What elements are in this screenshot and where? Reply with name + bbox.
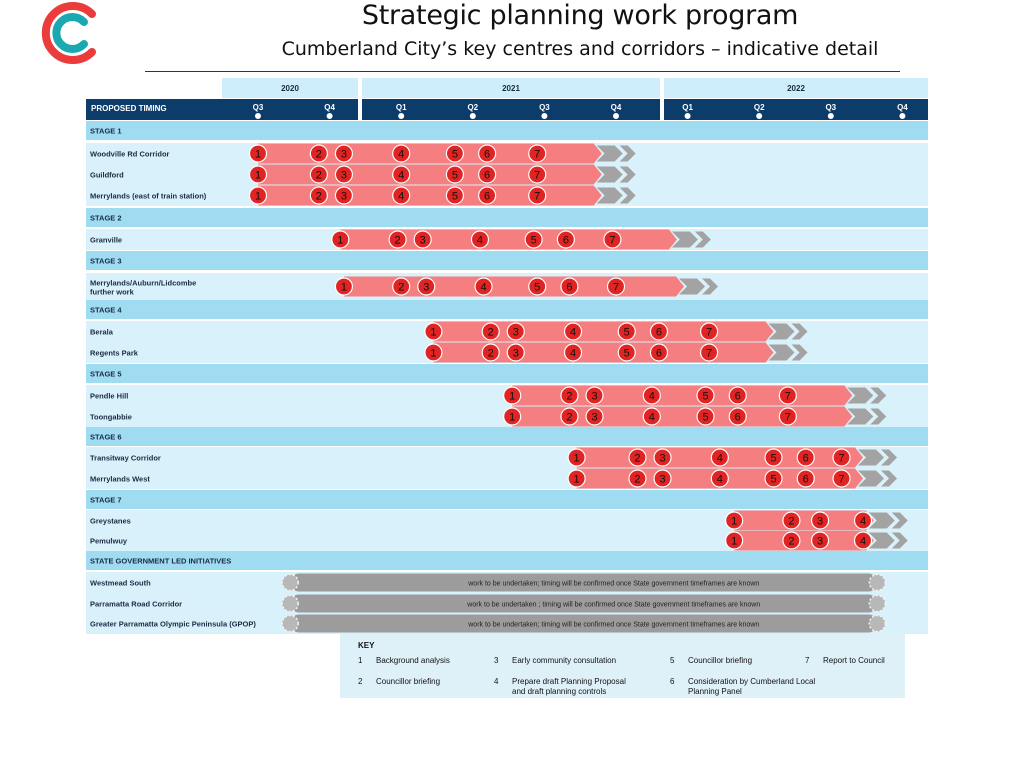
milestone-number: 3	[816, 535, 824, 548]
milestone-number: 3	[659, 452, 666, 465]
stage-label: STAGE 5	[90, 369, 122, 379]
task-bar	[734, 511, 874, 531]
milestone-number: 6	[484, 190, 491, 203]
milestone-number: 4	[859, 515, 867, 528]
milestone-number: 6	[802, 473, 809, 486]
quarter-label: Q1	[682, 103, 693, 112]
key-item-3: 3 Early community consultation	[494, 656, 617, 665]
quarter-dot	[685, 113, 691, 119]
milestone-number: 6	[655, 326, 663, 339]
milestone-number: 2	[315, 148, 322, 161]
task-label: Guildford	[90, 170, 124, 180]
milestone-number: 4	[716, 473, 723, 486]
year-label: 2021	[502, 84, 520, 93]
milestone-number: 5	[702, 411, 709, 424]
milestone-number: 1	[731, 535, 738, 548]
key-panel	[340, 634, 905, 698]
quarter-dot	[470, 113, 476, 119]
state-end-marker	[869, 575, 885, 591]
milestone-number: 3	[512, 347, 519, 360]
state-start-marker	[282, 575, 298, 591]
milestone-number: 7	[534, 169, 541, 182]
milestone-number: 7	[534, 190, 541, 203]
milestone-number: 5	[623, 326, 630, 339]
milestone-number: 6	[484, 169, 491, 182]
year-divider	[358, 99, 362, 120]
quarter-label: Q1	[395, 103, 407, 112]
milestone-number: 1	[254, 148, 262, 161]
milestone-number: 7	[706, 347, 713, 360]
milestone-number: 1	[731, 515, 738, 528]
stage-row	[86, 364, 928, 383]
stage-label: STAGE 1	[90, 126, 122, 136]
quarter-label: Q2	[467, 103, 479, 112]
milestone-number: 4	[716, 452, 723, 465]
quarter-label: Q4	[610, 103, 622, 112]
milestone-number: 6	[566, 281, 573, 294]
task-bar	[258, 186, 602, 206]
milestone-number: 6	[484, 148, 491, 161]
state-note: work to be undertaken; timing will be confirmed once State government timeframes are known	[468, 621, 760, 629]
milestone-number: 1	[430, 347, 437, 360]
milestone-number: 2	[315, 190, 322, 203]
key-item-6: 6 Consideration by Cumberland Local Planning Panel	[670, 677, 816, 696]
milestone-number: 1	[254, 169, 262, 182]
state-note: work to be undertaken; timing will be confirmed once State government timeframes are known	[468, 580, 760, 588]
task-label: Greystanes	[90, 516, 131, 526]
stage-label: STAGE 4	[90, 305, 122, 315]
task-label: Regents Park	[90, 348, 138, 358]
milestone-number: 7	[534, 148, 541, 161]
stage-label: STATE GOVERNMENT LED INITIATIVES	[90, 556, 232, 566]
milestone-number: 4	[859, 535, 867, 548]
milestone-number: 7	[784, 390, 791, 403]
key-item-7: 7 Report to Council	[805, 656, 885, 665]
stage-label: STAGE 3	[90, 256, 122, 266]
milestone-number: 4	[476, 234, 484, 247]
quarter-dot	[398, 113, 404, 119]
milestone-number: 4	[648, 411, 655, 424]
milestone-number: 4	[480, 281, 487, 294]
milestone-number: 1	[340, 281, 347, 294]
milestone-number: 1	[509, 411, 516, 424]
milestone-number: 2	[487, 326, 494, 339]
milestone-number: 2	[634, 452, 641, 465]
milestone-number: 4	[648, 390, 655, 403]
milestone-number: 3	[816, 515, 824, 528]
milestone-number: 7	[784, 411, 791, 424]
task-label: Transitway Corridor	[90, 453, 161, 463]
state-end-marker	[869, 596, 885, 612]
milestone-number: 3	[340, 169, 347, 182]
milestone-number: 4	[398, 190, 405, 203]
milestone-number: 2	[634, 473, 641, 486]
milestone-number: 3	[659, 473, 666, 486]
milestone-number: 5	[530, 234, 537, 247]
quarter-label: Q4	[324, 103, 335, 112]
task-label: Westmead South	[90, 578, 151, 588]
milestone-number: 2	[398, 281, 405, 294]
milestone-number: 5	[534, 281, 541, 294]
milestone-number: 6	[734, 411, 741, 424]
milestone-number: 3	[512, 326, 519, 339]
milestone-number: 4	[398, 169, 405, 182]
page-title: Strategic planning work program	[361, 0, 799, 31]
quarter-label: Q4	[897, 103, 908, 112]
milestone-number: 3	[591, 390, 598, 403]
milestone-number: 2	[566, 390, 573, 403]
milestone-number: 1	[254, 190, 262, 203]
quarter-dot	[899, 113, 905, 119]
quarter-dot	[756, 113, 762, 119]
quarter-dot	[327, 113, 333, 119]
quarter-dot	[828, 113, 834, 119]
stage-row	[86, 251, 928, 270]
milestone-number: 3	[340, 190, 347, 203]
milestone-number: 5	[451, 190, 458, 203]
milestone-number: 7	[609, 234, 616, 247]
stage-row	[86, 300, 928, 319]
page-subtitle: Cumberland City’s key centres and corridors – indicative detail	[281, 38, 879, 60]
milestone-number: 4	[569, 347, 577, 360]
milestone-number: 2	[394, 234, 401, 247]
state-note: work to be undertaken ; timing will be confirmed once State government timeframes are known	[467, 601, 761, 609]
milestone-number: 7	[706, 326, 713, 339]
state-start-marker	[282, 616, 298, 632]
quarter-label: Q2	[753, 103, 765, 112]
milestone-number: 7	[838, 452, 845, 465]
milestone-number: 7	[612, 281, 620, 294]
quarter-label: Q3	[825, 103, 837, 112]
task-label: Toongabbie	[90, 412, 132, 422]
stage-label: STAGE 7	[90, 495, 122, 505]
quarter-dot	[255, 113, 261, 119]
stage-row	[86, 208, 928, 227]
milestone-number: 6	[562, 234, 569, 247]
quarter-dot	[541, 113, 547, 119]
key-item-2: 2 Councillor briefing	[358, 677, 441, 686]
milestone-number: 6	[655, 347, 663, 360]
year-divider	[660, 99, 664, 120]
task-label: Merrylands/Auburn/Lidcombe	[90, 278, 197, 288]
task-bar	[734, 531, 874, 551]
state-start-marker	[282, 596, 298, 612]
milestone-number: 1	[573, 452, 580, 465]
stage-row	[86, 427, 928, 446]
milestone-number: 5	[623, 347, 630, 360]
milestone-number: 6	[734, 390, 741, 403]
year-label: 2020	[281, 84, 299, 93]
stage-row	[86, 121, 928, 140]
milestone-number: 6	[802, 452, 809, 465]
milestone-number: 1	[337, 234, 344, 247]
task-bar	[258, 144, 602, 164]
proposed-timing-label: PROPOSED TIMING	[91, 104, 167, 113]
milestone-number: 3	[591, 411, 598, 424]
key-item-4: 4Prepare draft Planning Proposal and draft planning controls	[494, 677, 626, 696]
milestone-number: 5	[702, 390, 709, 403]
milestone-number: 5	[451, 148, 458, 161]
year-label: 2022	[787, 84, 805, 93]
milestone-number: 1	[430, 326, 437, 339]
task-bar	[258, 165, 602, 185]
quarter-label: Q3	[252, 103, 264, 112]
task-label: Greater Parramatta Olympic Peninsula (GPOP)	[90, 619, 256, 629]
milestone-number: 4	[398, 148, 405, 161]
milestone-number: 2	[566, 411, 573, 424]
milestone-number: 5	[770, 452, 777, 465]
task-label: Pemulwuy	[90, 536, 128, 546]
milestone-number: 5	[770, 473, 777, 486]
milestone-number: 2	[788, 515, 795, 528]
milestone-number: 3	[340, 148, 347, 161]
milestone-number: 5	[451, 169, 458, 182]
milestone-number: 7	[838, 473, 845, 486]
task-label: Berala	[90, 327, 113, 337]
key-item-1: 1 Background analysis	[358, 656, 450, 665]
milestone-number: 2	[788, 535, 795, 548]
quarter-label: Q3	[539, 103, 550, 112]
milestone-number: 4	[569, 326, 577, 339]
key-item-5: 5 Councillor briefing	[670, 656, 753, 665]
key-title: KEY	[358, 641, 375, 650]
task-label: Merrylands (east of train station)	[90, 191, 207, 201]
task-label: Granville	[90, 235, 123, 245]
milestone-number: 2	[487, 347, 494, 360]
task-label: Merrylands West	[90, 474, 150, 484]
timing-header-row	[86, 99, 928, 120]
stage-row	[86, 490, 928, 509]
task-label: Woodville Rd Corridor	[90, 149, 170, 159]
milestone-number: 3	[423, 281, 430, 294]
stage-label: STAGE 6	[90, 432, 122, 442]
milestone-number: 1	[509, 390, 516, 403]
task-label: Parramatta Road Corridor	[90, 599, 183, 609]
task-label: further work	[90, 287, 134, 297]
state-end-marker	[869, 616, 885, 632]
milestone-number: 2	[315, 169, 322, 182]
stage-label: STAGE 2	[90, 213, 122, 223]
task-label: Pendle Hill	[90, 391, 129, 401]
milestone-number: 1	[573, 473, 580, 486]
milestone-number: 3	[419, 234, 426, 247]
quarter-dot	[613, 113, 619, 119]
